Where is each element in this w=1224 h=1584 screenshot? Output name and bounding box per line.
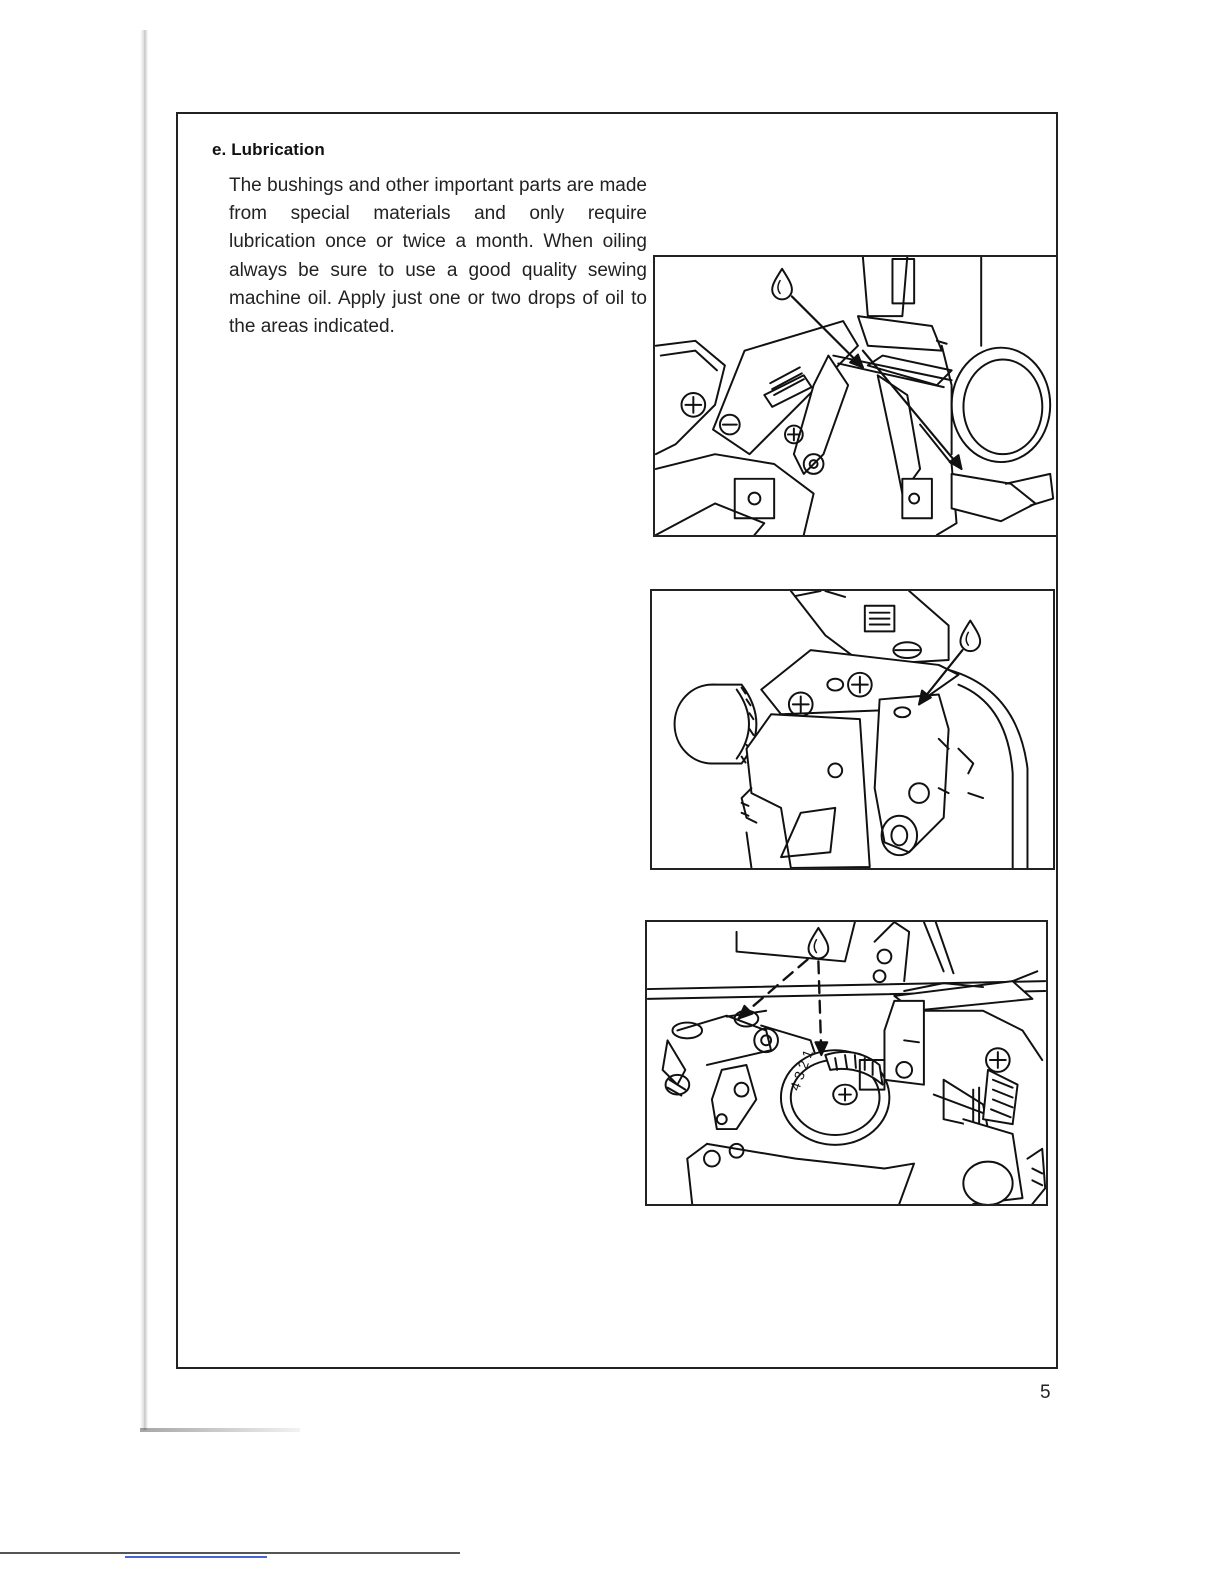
- scan-bottom-line-accent: [125, 1556, 267, 1558]
- oil-drop-icon: [772, 269, 792, 300]
- page-number: 5: [1040, 1382, 1051, 1403]
- scan-bottom-line: [0, 1552, 460, 1554]
- stitch-length-dial-marks: 4 3 2 1: [787, 1047, 816, 1093]
- stitch-length-dial-lubrication-illustration: [645, 920, 1048, 1206]
- lower-looper-bushing-lubrication-illustration: [650, 589, 1055, 870]
- section-heading: e. Lubrication: [212, 140, 325, 159]
- oil-drop-icon: [960, 621, 980, 652]
- section-body: The bushings and other important parts are made from special materials and only require lubrication once or twice a month. When oiling always be sure to use a good quality sewing machine oil. Apply just one or two drops of oil to the areas indicated.: [229, 175, 647, 338]
- scan-artifact: [140, 1428, 300, 1432]
- scan-binding-shadow: [140, 30, 148, 1430]
- looper-area-lubrication-illustration: [653, 255, 1058, 537]
- oil-drop-icon: [809, 928, 829, 959]
